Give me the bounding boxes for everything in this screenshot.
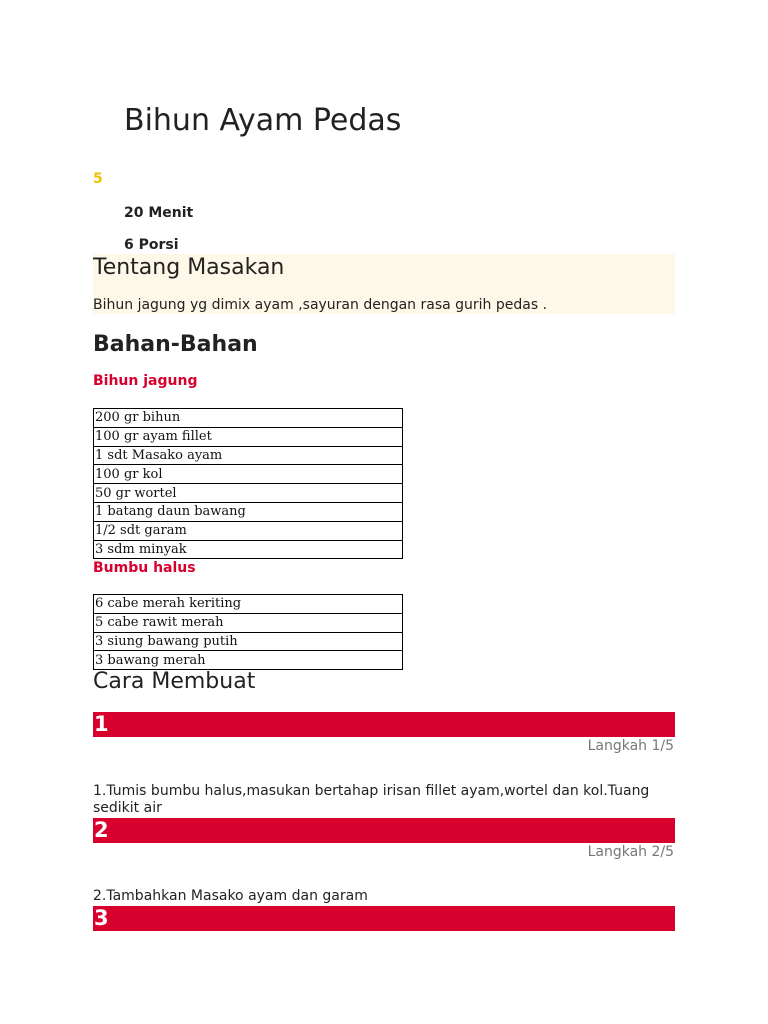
ingredient-group-title: Bihun jagung [93, 373, 198, 389]
step-counter: Langkah 2/5 [587, 844, 674, 860]
table-row [94, 540, 403, 559]
ingredient-item: 3 siung bawang putih [94, 632, 403, 651]
table-row [94, 632, 403, 651]
table-row [94, 409, 403, 428]
step-number-bar: 3 [93, 906, 675, 931]
table-row [94, 613, 403, 632]
step-number-bar: 2 [93, 818, 675, 843]
cooking-time: 20 Menit [124, 205, 194, 221]
about-text: Bihun jagung yg dimix ayam ,sayuran dengan rasa gurih pedas . [93, 297, 548, 313]
ingredients-heading: Bahan-Bahan [93, 332, 258, 357]
table-row [94, 595, 403, 614]
step-text: 1.Tumis bumbu halus,masukan bertahap irisan fillet ayam,wortel dan kol.Tuang sedikit air [93, 783, 650, 816]
ingredient-item: 100 gr ayam fillet [94, 427, 403, 446]
ingredient-item: 1 batang daun bawang [94, 502, 403, 521]
ingredient-item: 6 cabe merah keriting [94, 595, 403, 614]
ingredient-table-bumbu [93, 594, 403, 670]
ingredient-group-title: Bumbu halus [93, 560, 196, 576]
ingredient-item: 3 sdm minyak [94, 540, 403, 559]
about-heading: Tentang Masakan [93, 255, 285, 280]
step-text: 2.Tambahkan Masako ayam dan garam [93, 888, 368, 904]
ingredient-item: 100 gr kol [94, 465, 403, 484]
table-row [94, 521, 403, 540]
steps-heading: Cara Membuat [93, 669, 256, 694]
table-row [94, 502, 403, 521]
portion-count: 6 Porsi [124, 237, 179, 253]
ingredient-item: 5 cabe rawit merah [94, 613, 403, 632]
table-row [94, 465, 403, 484]
ingredient-item: 1 sdt Masako ayam [94, 446, 403, 465]
table-row [94, 427, 403, 446]
ingredient-table-bihun [93, 408, 403, 559]
ingredient-item: 3 bawang merah [94, 651, 403, 670]
table-row [94, 484, 403, 503]
step-number-bar: 1 [93, 712, 675, 737]
ingredient-item: 200 gr bihun [94, 409, 403, 428]
table-row [94, 651, 403, 670]
step-counter: Langkah 1/5 [587, 738, 674, 754]
rating-value: 5 [93, 171, 103, 187]
recipe-title: Bihun Ayam Pedas [124, 103, 402, 138]
ingredient-item: 50 gr wortel [94, 484, 403, 503]
table-row [94, 446, 403, 465]
ingredient-item: 1/2 sdt garam [94, 521, 403, 540]
